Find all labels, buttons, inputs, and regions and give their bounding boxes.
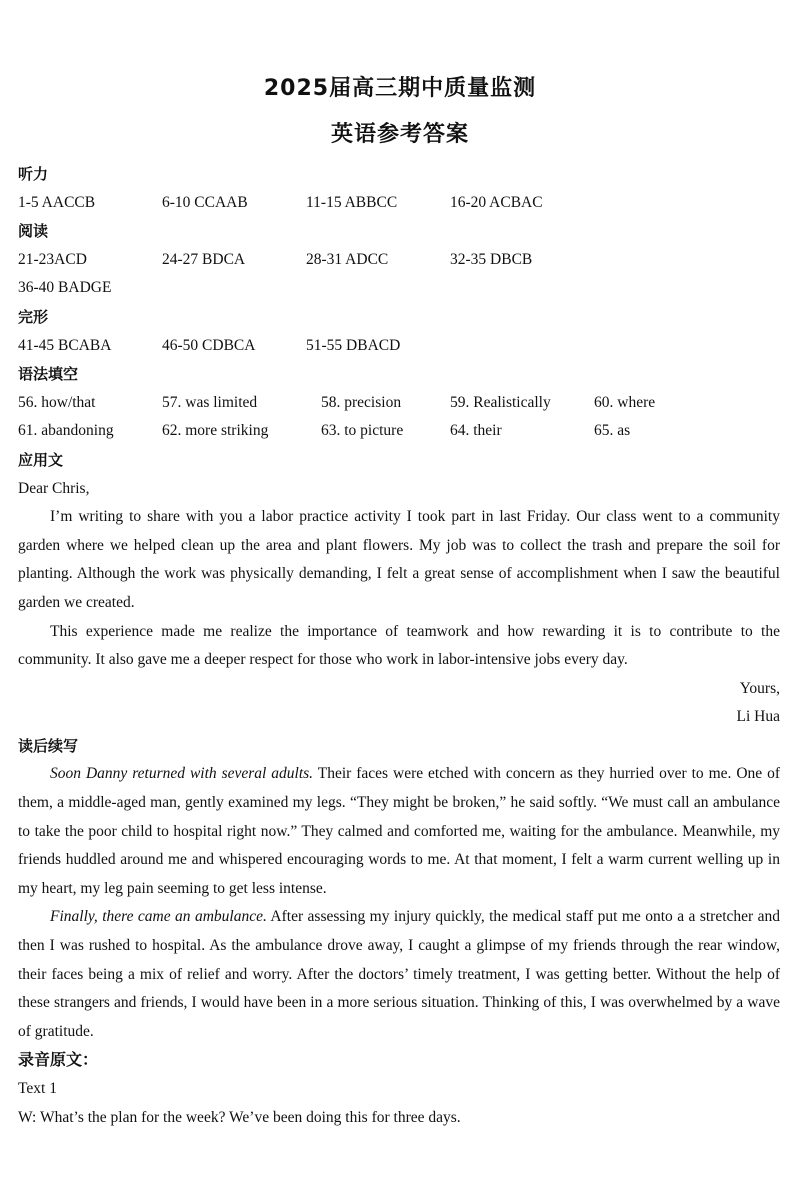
paragraph-body: Their faces were etched with concern as they hurried over to me. One of them, a middle-aged man, gently examined my legs. “They might be broken,” he said softly. “We must call an ambulance to take the poor child to hospital right now.” They calmed and comforted me, waiting for the ambulance. Meanwhile, my friends huddled around me and whispered encouraging words to me. At that moment, I felt a warm current welling up in my heart, my leg pain seeming to get less intense.: [18, 765, 780, 897]
answer-item: 61. abandoning: [18, 422, 114, 440]
answer-item: 62. more striking: [162, 422, 269, 440]
grammar-answers-row-2: [18, 417, 780, 446]
section-label-transcript: 录音原文：: [18, 1050, 99, 1070]
reading-answers-row: [18, 246, 780, 275]
section-label-listening: 听力: [18, 165, 49, 183]
answer-item: 56. how/that: [18, 393, 96, 411]
answer-group: 41-45 BCABA: [18, 336, 112, 354]
section-label-applied-writing: 应用文: [18, 450, 64, 469]
section-label-continuation: 读后续写: [18, 736, 79, 755]
continuation-paragraph-1: [18, 760, 780, 903]
answer-item: 64. their: [450, 422, 502, 440]
answer-item: 59. Realistically: [450, 393, 551, 411]
section-label-grammar: 语法填空: [18, 365, 79, 384]
cloze-answers-row: [18, 332, 780, 361]
answer-group: 46-50 CDBCA: [162, 336, 256, 354]
answer-group: 24-27 BDCA: [162, 250, 246, 268]
reading-answers-row-2: [18, 274, 780, 303]
continuation-paragraph-2: [18, 903, 780, 1046]
section-label-cloze: 完形: [18, 307, 49, 326]
answer-group: 6-10 CCAAB: [162, 193, 248, 211]
answer-group: 21-23ACD: [18, 250, 87, 268]
letter-salutation: Dear Chris,: [18, 479, 90, 497]
answer-group: 28-31 ADCC: [306, 250, 389, 268]
answer-item: 58. precision: [321, 393, 402, 411]
answer-group: 51-55 DBACD: [306, 336, 401, 354]
answer-group: 36-40 BADGE: [18, 279, 112, 297]
answer-group: 11-15 ABBCC: [306, 193, 398, 211]
letter-paragraph-1: I’m writing to share with you a labor practice activity I took part in last Friday. Our class went to a community garden where we helped clean up the area and plant flowers. My job was to collect the trash and prepare the soil for planting. Although the work was physically demanding, I felt a great sense of accomplishment when I saw the beautiful garden we created.: [18, 508, 780, 611]
paragraph-lead-sentence: Soon Danny returned with several adults.: [50, 765, 314, 783]
answer-item: 57. was limited: [162, 393, 258, 411]
letter-closing: Yours,: [739, 679, 780, 697]
section-label-reading: 阅读: [18, 222, 49, 241]
answer-content: [18, 160, 780, 1132]
letter-paragraph-2: This experience made me realize the importance of teamwork and how rewarding it is to contribute to the community. It also gave me a deeper respect for those who work in labor-intensive jobs every day.: [18, 622, 780, 669]
paragraph-lead-sentence: Finally, there came an ambulance.: [50, 908, 267, 926]
answer-group: 16-20 ACBAC: [450, 193, 543, 211]
answer-group: 1-5 AACCB: [18, 193, 96, 211]
transcript-line: W: What’s the plan for the week? We’ve been doing this for three days.: [18, 1108, 461, 1126]
document-title: 2025届高三期中质量监测: [263, 76, 537, 101]
answer-group: 32-35 DBCB: [450, 250, 533, 268]
listening-answers-row: [18, 189, 780, 218]
letter-signature: Li Hua: [736, 708, 780, 726]
answer-item: 65. as: [594, 422, 631, 440]
transcript-text-title: Text 1: [18, 1080, 57, 1097]
document-subtitle: 英语参考答案: [330, 122, 469, 147]
answer-item: 60. where: [594, 393, 656, 411]
answer-item: 63. to picture: [321, 422, 404, 440]
paragraph-body: After assessing my injury quickly, the medical staff put me onto a a stretcher and then I was rushed to hospital. As the ambulance drove away, I caught a glimpse of my friends through the rear window, their faces being a mix of relief and worry. After the doctors’ timely treatment, I was getting better. Without the help of these strangers and friends, I would have been in a more serious situation. Thinking of this, I was overwhelmed by a wave of gratitude.: [18, 908, 780, 1040]
grammar-answers-row-1: [18, 389, 780, 418]
